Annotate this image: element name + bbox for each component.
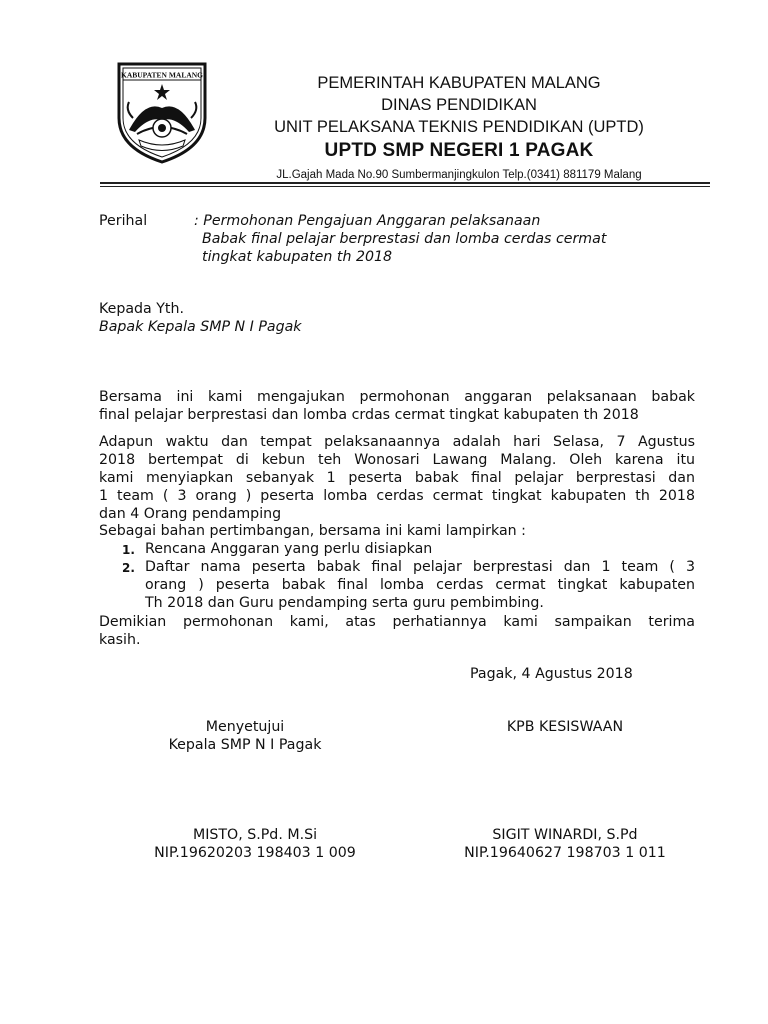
paragraph-line: final pelajar berprestasi dan lomba crdas cermat tingkat kabupaten th 2018 bbox=[99, 407, 639, 423]
list-item-2 bbox=[145, 558, 695, 612]
paragraph-3: Sebagai bahan pertimbangan, bersama ini kami lampirkan : bbox=[99, 523, 526, 539]
recipient-name: Bapak Kepala SMP N I Pagak bbox=[99, 319, 302, 335]
paragraph-line: 2018 bertempat di kebun teh Wonosari Lawang Malang. Oleh karena itu bbox=[99, 452, 695, 468]
subject-label: Perihal bbox=[99, 213, 148, 229]
letterhead bbox=[220, 72, 698, 184]
paragraph-line: Adapun waktu dan tempat pelaksanaannya adalah hari Selasa, 7 Agustus bbox=[99, 434, 695, 450]
letterhead-rule-thick bbox=[100, 182, 710, 184]
letterhead-government: PEMERINTAH KABUPATEN MALANG bbox=[317, 74, 601, 92]
letterhead-department: DINAS PENDIDIKAN bbox=[381, 96, 537, 114]
letterhead-address: JL.Gajah Mada No.90 Sumbermanjingkulon Telp.(0341) 881179 Malang bbox=[276, 169, 642, 181]
left-signatory-position: Kepala SMP N I Pagak bbox=[168, 737, 322, 753]
paragraph-line: Demikian permohonan kami, atas perhatiannya kami sampaikan terima bbox=[99, 614, 695, 630]
list-item-line: Th 2018 dan Guru pendamping serta guru pembimbing. bbox=[145, 595, 544, 611]
paragraph-1 bbox=[99, 388, 695, 424]
list-item-line: Daftar nama peserta babak final pelajar berprestasi dan 1 team ( 3 bbox=[145, 559, 695, 575]
paragraph-line: 1 team ( 3 orang ) peserta lomba cerdas cermat tingkat kabupaten th 2018 bbox=[99, 488, 695, 504]
left-signatory-name: MISTO, S.Pd. M.Si bbox=[192, 827, 318, 843]
paragraph-2 bbox=[99, 433, 695, 523]
letter-date: Pagak, 4 Agustus 2018 bbox=[470, 666, 633, 682]
paragraph-line: Bersama ini kami mengajukan permohonan anggaran pelaksanaan babak bbox=[99, 389, 695, 405]
right-signatory-name: SIGIT WINARDI, S.Pd bbox=[492, 827, 638, 843]
list-item-1: Rencana Anggaran yang perlu disiapkan bbox=[145, 541, 433, 557]
subject-line-1: : Permohonan Pengajuan Anggaran pelaksanaan bbox=[194, 213, 541, 229]
kabupaten-malang-emblem bbox=[115, 60, 209, 164]
recipient-salutation: Kepada Yth. bbox=[99, 301, 184, 317]
letterhead-rule-thin bbox=[100, 186, 710, 187]
list-item-line: orang ) peserta babak final lomba cerdas cermat tingkat kabupaten bbox=[145, 577, 695, 593]
paragraph-line: kasih. bbox=[99, 632, 141, 648]
paragraph-line: dan 4 Orang pendamping bbox=[99, 506, 282, 522]
right-signatory-nip: NIP.19640627 198703 1 011 bbox=[464, 845, 666, 861]
subject-line-2: Babak final pelajar berprestasi dan lomba cerdas cermat bbox=[202, 231, 607, 247]
list-number: 1. bbox=[122, 543, 135, 557]
paragraph-line: kami menyiapkan sebanyak 1 peserta babak final pelajar berprestasi dan bbox=[99, 470, 695, 486]
letterhead-school: UPTD SMP NEGERI 1 PAGAK bbox=[324, 140, 594, 161]
left-signatory-nip: NIP.19620203 198403 1 009 bbox=[154, 845, 356, 861]
subject-line-3: tingkat kabupaten th 2018 bbox=[202, 249, 393, 265]
letterhead-unit: UNIT PELAKSANA TEKNIS PENDIDIKAN (UPTD) bbox=[274, 118, 644, 136]
svg-text:KABUPATEN MALANG: KABUPATEN MALANG bbox=[120, 70, 204, 80]
closing-paragraph bbox=[99, 613, 695, 649]
list-number: 2. bbox=[122, 561, 135, 575]
left-signatory-approval: Menyetujui bbox=[205, 719, 285, 735]
right-signatory-position: KPB KESISWAAN bbox=[506, 719, 624, 735]
